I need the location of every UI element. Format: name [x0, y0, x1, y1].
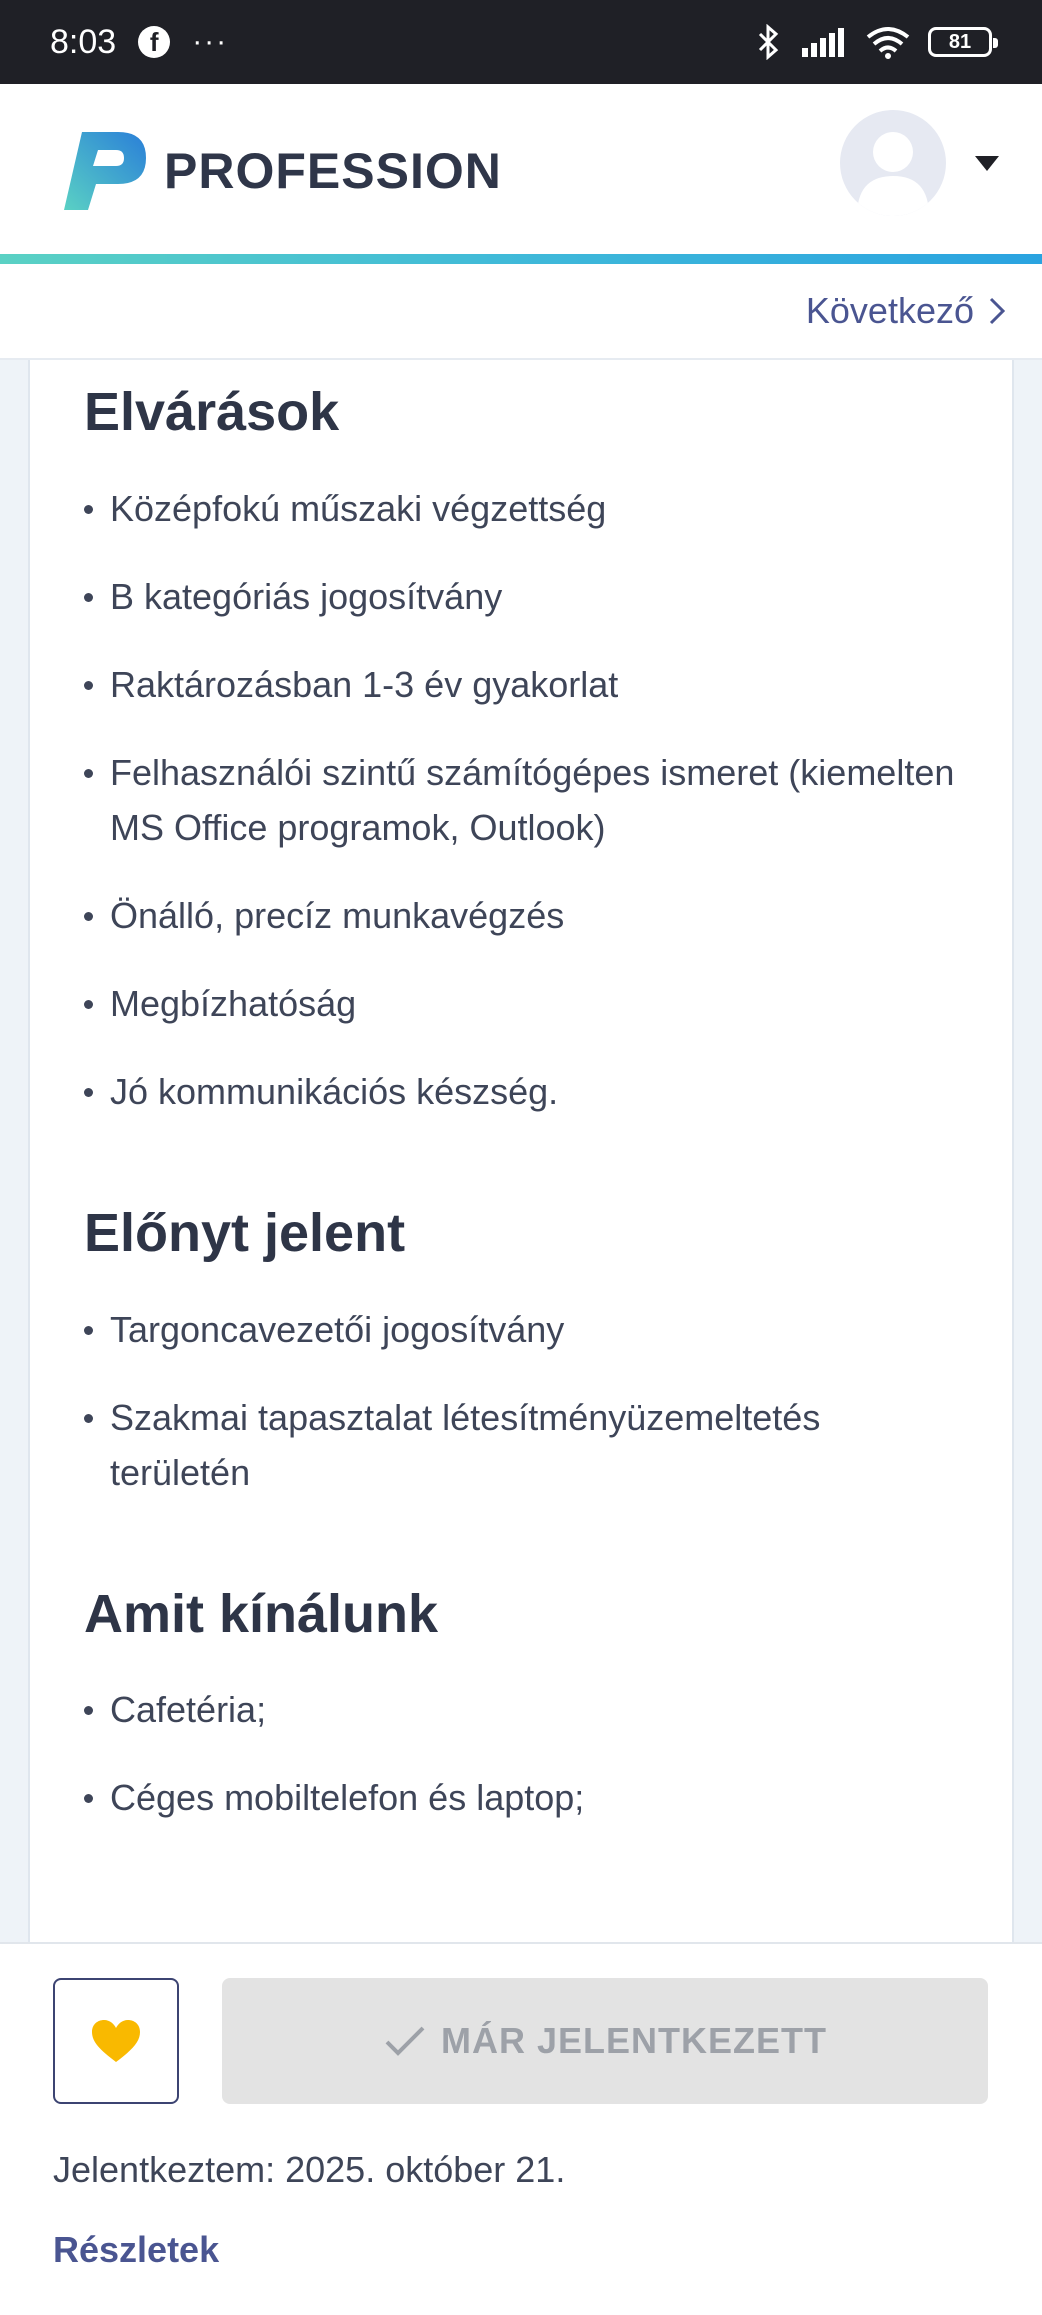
requirements-list: [84, 481, 960, 1119]
profession-logo[interactable]: [60, 128, 502, 214]
next-job-label: Következő: [805, 290, 974, 331]
list-item: Cafetéria;: [84, 1682, 960, 1737]
requirements-section: [84, 380, 960, 1119]
list-item: Jó kommunikációs készség.: [84, 1064, 960, 1119]
user-placeholder-icon: [840, 110, 946, 216]
list-item: Szakmai tapasztalat létesítményüzemeltetés területén: [84, 1390, 960, 1500]
list-item: Megbízhatóság: [84, 976, 960, 1031]
checkmark-icon: [383, 2024, 427, 2058]
heart-icon: [90, 2018, 142, 2064]
account-menu-dropdown-icon[interactable]: [975, 156, 999, 171]
app-header: [0, 84, 1042, 254]
list-item: Targoncavezetői jogosítvány: [84, 1302, 960, 1357]
signal-icon: [800, 26, 848, 58]
advantages-list: [84, 1302, 960, 1500]
profession-logo-icon: [60, 128, 150, 214]
bluetooth-icon: [756, 24, 782, 60]
section-title: Amit kínálunk: [84, 1583, 439, 1644]
facebook-notification-icon: f: [138, 26, 170, 58]
list-item: Önálló, precíz munkavégzés: [84, 888, 960, 943]
user-avatar[interactable]: [840, 110, 946, 216]
next-job-link[interactable]: [806, 290, 1006, 332]
benefits-section: [84, 1582, 960, 1826]
job-description-card: [28, 360, 1014, 1942]
favorite-button[interactable]: [53, 1978, 179, 2104]
list-item: Felhasználói szintű számítógépes ismeret (kiemelten MS Office programok, Outlook): [84, 745, 960, 855]
more-notifications-icon: ···: [192, 25, 229, 58]
already-applied-label: MÁR JELENTKEZETT: [440, 2020, 827, 2061]
status-bar-right: [756, 24, 992, 60]
status-time: 8:03: [50, 22, 117, 61]
header-accent-bar: [0, 254, 1042, 264]
list-item: B kategóriás jogosítvány: [84, 569, 960, 624]
battery-level: 81: [948, 30, 972, 53]
details-link[interactable]: Részletek: [53, 2229, 220, 2270]
list-item: Raktározásban 1-3 év gyakorlat: [84, 657, 960, 712]
list-item: Középfokú műszaki végzettség: [84, 481, 960, 536]
list-item: Céges mobiltelefon és laptop;: [84, 1770, 960, 1825]
chevron-right-icon: [988, 296, 1006, 326]
applied-date-text: Jelentkeztem: 2025. október 21.: [53, 2149, 566, 2190]
already-applied-button[interactable]: [222, 1978, 988, 2104]
section-title: Előnyt jelent: [84, 1202, 406, 1263]
battery-icon: [928, 27, 992, 57]
status-bar: [0, 0, 1042, 84]
job-navigation-bar: [0, 264, 1042, 360]
section-title: Elvárások: [84, 382, 340, 442]
benefits-list: [84, 1682, 960, 1825]
brand-name: PROFESSION: [164, 143, 502, 199]
bottom-action-bar: [0, 1942, 1042, 2315]
advantages-section: [84, 1201, 960, 1500]
wifi-icon: [866, 25, 910, 59]
status-bar-left: [50, 23, 228, 62]
